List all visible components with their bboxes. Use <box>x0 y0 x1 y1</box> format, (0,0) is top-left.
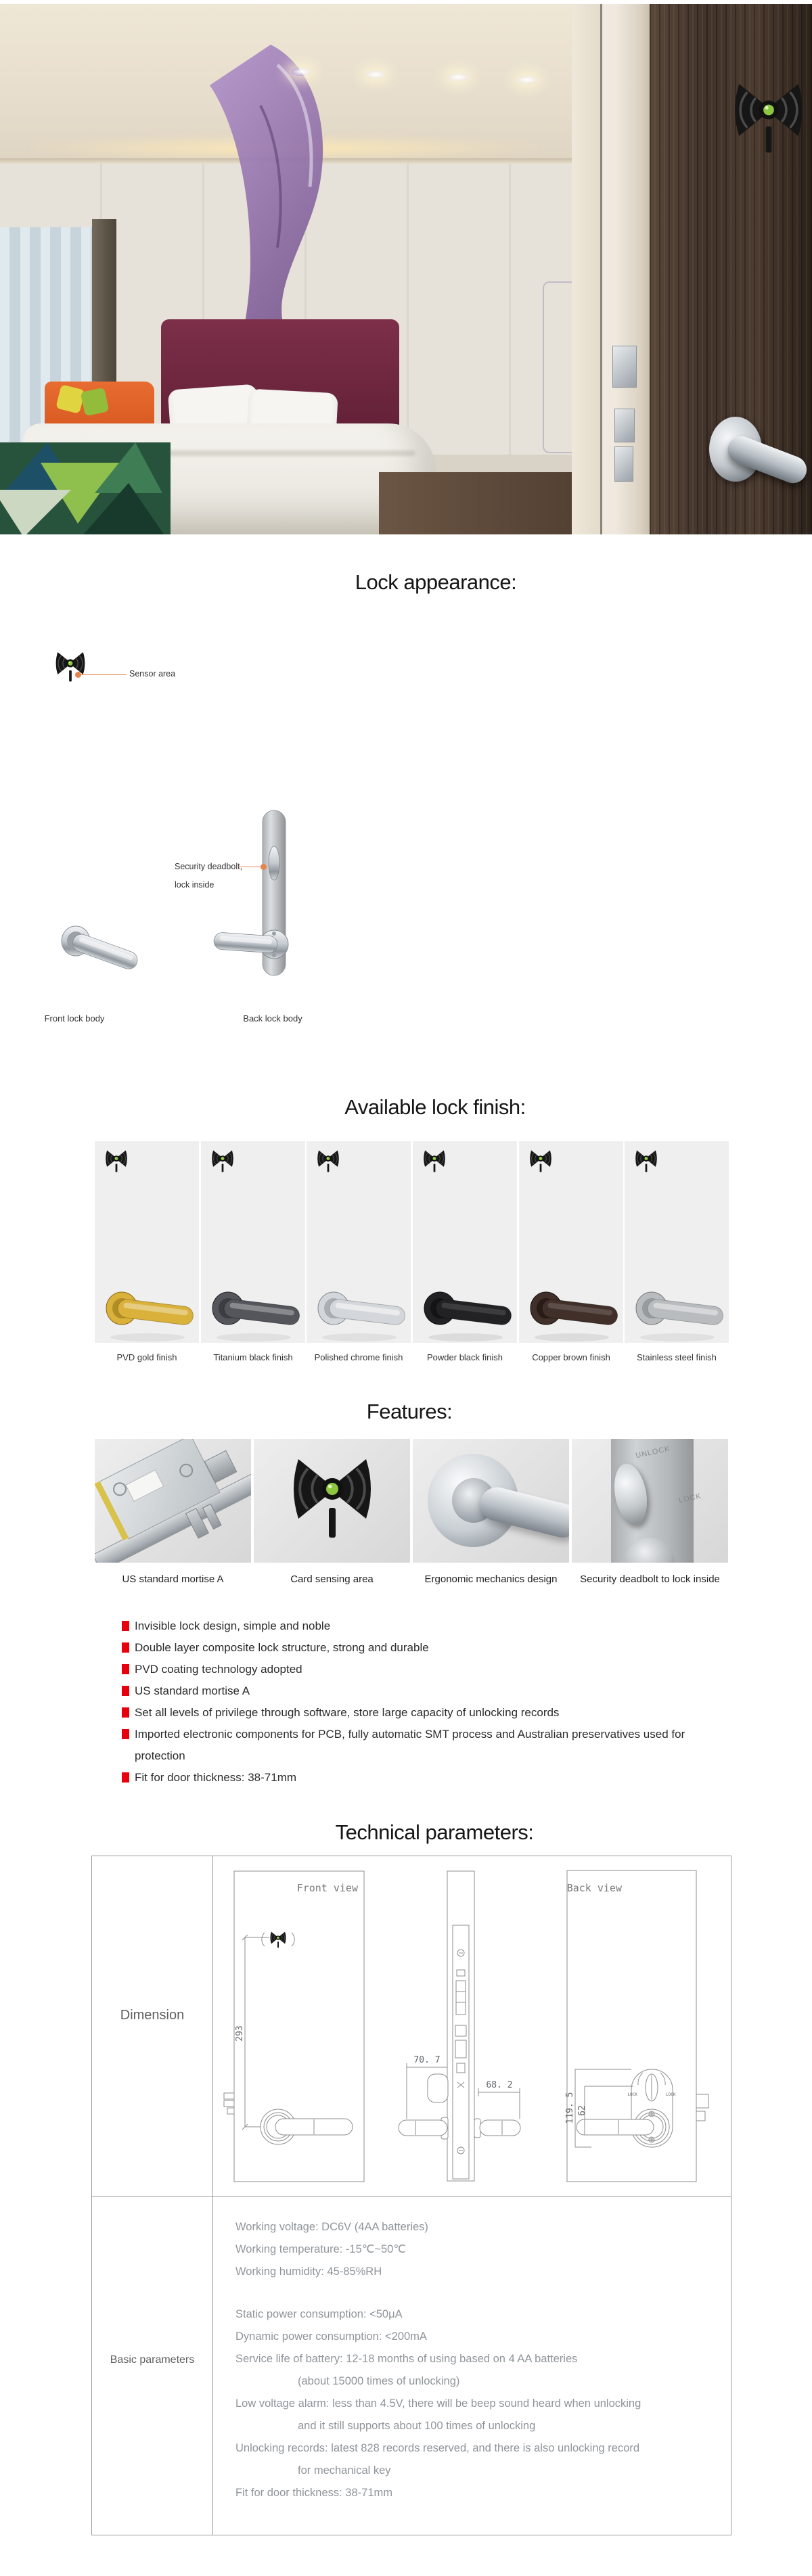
param-line: Service life of battery: 12-18 months of using based on 4 AA batteries <box>235 2353 578 2365</box>
param-line-cont: (about 15000 times of unlocking) <box>298 2375 460 2387</box>
front-lock-body-label: Front lock body <box>44 1013 105 1024</box>
bullet-square-icon <box>122 1621 129 1631</box>
hero-photo <box>0 4 812 534</box>
dim-68-2: 68. 2 <box>486 2080 513 2090</box>
leader-line <box>81 674 127 675</box>
carpet-triangle <box>81 483 166 534</box>
bullet-square-icon <box>122 1729 129 1739</box>
feature-bullet-list <box>122 1615 697 1789</box>
param-line-cont: and it still supports about 100 times of unlocking <box>298 2420 536 2432</box>
feature-card-deadbolt <box>572 1439 728 1563</box>
feature-label: US standard mortise A <box>122 1573 224 1585</box>
finish-handle-image <box>413 1268 517 1343</box>
feature-label: Ergonomic mechanics design <box>424 1573 558 1585</box>
deadbolt-note-line1: Security deadbolt, <box>175 862 243 871</box>
finish-label: Copper brown finish <box>532 1352 610 1362</box>
mortise-lock-body <box>612 346 637 388</box>
param-line: Low voltage alarm: less than 4.5V, there will be beep sound heard when unlocking <box>235 2397 641 2410</box>
row-label-basic: Basic parameters <box>110 2354 195 2366</box>
deadbolt-note <box>175 858 242 894</box>
bullet-square-icon <box>122 1642 129 1653</box>
door-frame <box>572 4 600 534</box>
dim-70-7: 70. 7 <box>413 2055 441 2065</box>
dimension-drawings <box>212 1856 731 2196</box>
door-edge <box>600 4 650 534</box>
feature-label: Card sensing area <box>290 1573 374 1585</box>
back-view-label: Back view <box>566 1882 622 1894</box>
finish-label: Powder black finish <box>427 1352 503 1362</box>
finish-panel <box>307 1141 411 1343</box>
sensor-icon <box>316 1147 340 1176</box>
dim-62: 62 <box>577 2105 587 2116</box>
param-line: Working humidity: 45-85%RH <box>235 2266 382 2278</box>
ceiling-spotlight <box>448 73 468 81</box>
finish-panel <box>519 1141 623 1343</box>
bullet-square-icon <box>122 1664 129 1674</box>
mortise-latch <box>614 409 635 442</box>
front-view-sensor-icon <box>270 1932 286 1948</box>
section-title-features: Features: <box>366 1400 453 1423</box>
section-title-tech: Technical parameters: <box>335 1820 534 1844</box>
row-label-dimension: Dimension <box>120 2008 185 2023</box>
finish-panel <box>413 1141 517 1343</box>
finish-label: Titanium black finish <box>213 1352 293 1362</box>
dim-293: 293 <box>235 2025 245 2042</box>
sensor-area-label: Sensor area <box>129 669 176 678</box>
sensor-device-icon <box>54 648 87 686</box>
bullet-square-icon <box>122 1707 129 1718</box>
finish-handle-image <box>625 1268 729 1343</box>
deadbolt-note-line2: lock inside <box>175 880 215 890</box>
bullet-text: PVD coating technology adopted <box>135 1663 302 1676</box>
feature-card-mortise <box>95 1439 251 1563</box>
bullet-text: Set all levels of privilege through software, store large capacity of unlocking records <box>135 1706 560 1719</box>
finish-label: PVD gold finish <box>116 1352 177 1362</box>
param-gap <box>235 2283 720 2303</box>
mortise-deadbolt <box>614 446 633 482</box>
sensor-icon <box>634 1147 658 1176</box>
section-title-finishes: Available lock finish: <box>344 1095 526 1119</box>
finish-panel <box>95 1141 199 1343</box>
feature-card-ergonomic <box>413 1439 569 1563</box>
param-line: Static power consumption: <50μA <box>235 2308 403 2320</box>
front-view-label: Front view <box>296 1882 358 1894</box>
bullet-square-icon <box>122 1772 129 1782</box>
param-line: Working voltage: DC6V (4AA batteries) <box>235 2221 428 2233</box>
section-title-lock-appearance: Lock appearance: <box>355 570 517 594</box>
sensor-icon <box>104 1147 129 1176</box>
door-sensor-icon <box>731 74 807 161</box>
bullet-text: Double layer composite lock structure, strong and durable <box>135 1641 429 1654</box>
sofa-pillow-green <box>81 388 110 417</box>
bullet-text: Invisible lock design, simple and noble <box>135 1619 331 1632</box>
ceiling-spotlight <box>365 70 386 78</box>
finish-handle-image <box>95 1268 199 1343</box>
finish-panel <box>201 1141 305 1343</box>
bullet-item <box>122 1680 697 1702</box>
ceiling-spotlight <box>291 68 311 76</box>
bullet-item <box>122 1702 697 1724</box>
bullet-item <box>122 1724 697 1767</box>
drawing-lock-text: LOCK <box>627 2092 637 2097</box>
feature-label: Security deadbolt to lock inside <box>580 1573 720 1585</box>
bullet-item <box>122 1637 697 1659</box>
carpet-triangle <box>0 490 71 534</box>
bullet-text: Fit for door thickness: 38-71mm <box>135 1771 297 1784</box>
sensor-icon <box>528 1147 553 1176</box>
ceiling-spotlight <box>517 76 537 84</box>
bullet-item <box>122 1767 697 1789</box>
finish-label: Polished chrome finish <box>314 1352 403 1362</box>
bullet-item <box>122 1615 697 1637</box>
finish-handle-image <box>201 1268 305 1343</box>
drawing-lock-text: LOCK <box>666 2092 676 2097</box>
hero-carpet <box>0 442 171 534</box>
dim-119-5: 119. 5 <box>565 2092 575 2124</box>
feature-card-sensor <box>254 1439 410 1563</box>
engraved-unlock-text: UNLOCK <box>635 1444 671 1460</box>
card-sensor-icon <box>289 1448 376 1555</box>
engraved-lock-text: LOCK <box>678 1492 702 1505</box>
front-lock-body-image <box>41 900 156 981</box>
basic-parameters-text <box>235 2216 720 2504</box>
bullet-square-icon <box>122 1686 129 1696</box>
bullet-item <box>122 1659 697 1680</box>
mortise-lock-image <box>95 1439 251 1563</box>
param-line: Unlocking records: latest 828 records reserved, and there is also unlocking record <box>235 2442 640 2454</box>
finish-handle-image <box>307 1268 411 1343</box>
sensor-icon <box>210 1147 235 1176</box>
back-lock-body-label: Back lock body <box>243 1013 302 1024</box>
param-line-cont: for mechanical key <box>298 2464 391 2477</box>
param-line: Dynamic power consumption: <200mA <box>235 2330 427 2343</box>
finish-handle-image <box>519 1268 623 1343</box>
param-line: Working temperature: -15℃~50℃ <box>235 2243 406 2255</box>
finish-label: Stainless steel finish <box>637 1352 717 1362</box>
sofa-pillow-yellow <box>55 384 85 414</box>
sensor-icon <box>422 1147 447 1176</box>
leader-dot <box>261 864 267 870</box>
tech-table <box>91 1856 731 2535</box>
finish-panel <box>625 1141 729 1343</box>
bullet-text: US standard mortise A <box>135 1684 250 1697</box>
param-line: Fit for door thickness: 38-71mm <box>235 2487 392 2499</box>
bullet-text: Imported electronic components for PCB, fully automatic SMT process and Australian preservatives used for protection <box>135 1728 685 1762</box>
